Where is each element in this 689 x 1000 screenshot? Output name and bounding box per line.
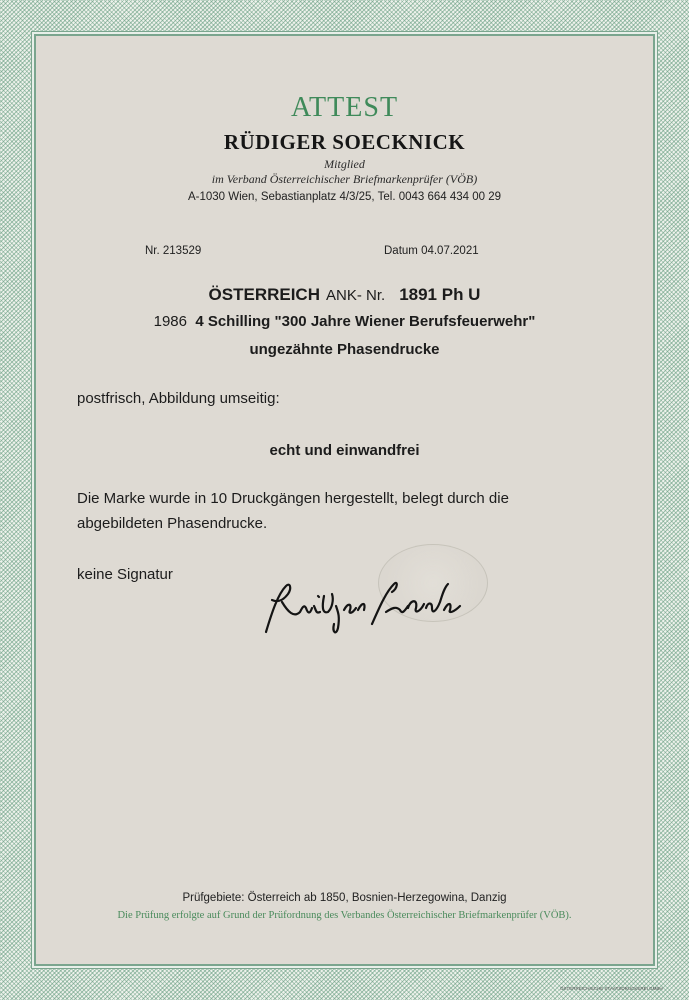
item-line-issue: [0, 313, 689, 330]
item-variant: ungezähnte Phasendrucke: [249, 341, 440, 358]
condition-text: postfrisch, Abbildung umseitig:: [77, 390, 280, 407]
examiner-name: RÜDIGER SOECKNICK: [223, 130, 466, 154]
address-line: A-1030 Wien, Sebastianplatz 4/3/25, Tel. 0043 664 434 00 29: [187, 191, 502, 203]
item-line-country: [0, 285, 689, 305]
ank-label: ANK- Nr.: [326, 287, 386, 304]
description-line-2: abgebildeten Phasendrucke.: [77, 515, 268, 532]
catalog-number: 1891 Ph U: [399, 285, 481, 304]
certificate-title: ATTEST: [290, 92, 399, 123]
description-line-1: Die Marke wurde in 10 Druckgängen hergestellt, belegt durch die: [77, 490, 509, 507]
handwritten-signature: [252, 572, 472, 644]
stamp-value: 4 Schilling: [195, 313, 271, 330]
certificate-number: Nr. 213529: [145, 245, 202, 257]
signature-note: keine Signatur: [77, 566, 173, 583]
printer-imprint: ÖSTERREICHISCHE STAATSDRUCKEREI GMBH: [560, 986, 663, 991]
issue-year: 1986: [153, 313, 187, 330]
member-label: Mitglied: [324, 157, 365, 171]
certificate-date: Datum 04.07.2021: [384, 245, 479, 257]
country: ÖSTERREICH: [208, 285, 320, 304]
verdict-text: echt und einwandfrei: [269, 442, 420, 459]
footer-scope: Prüfgebiete: Österreich ab 1850, Bosnien-Herzegowina, Danzig: [182, 892, 507, 904]
stamp-title: "300 Jahre Wiener Berufsfeuerwehr": [274, 313, 536, 330]
association-line: im Verband Österreichischer Briefmarkenprüfer (VÖB): [211, 172, 478, 186]
footer-notice: Die Prüfung erfolgte auf Grund der Prüfordnung des Verbandes Österreichischer Briefmarkenprüfer (VÖB).: [117, 910, 572, 921]
